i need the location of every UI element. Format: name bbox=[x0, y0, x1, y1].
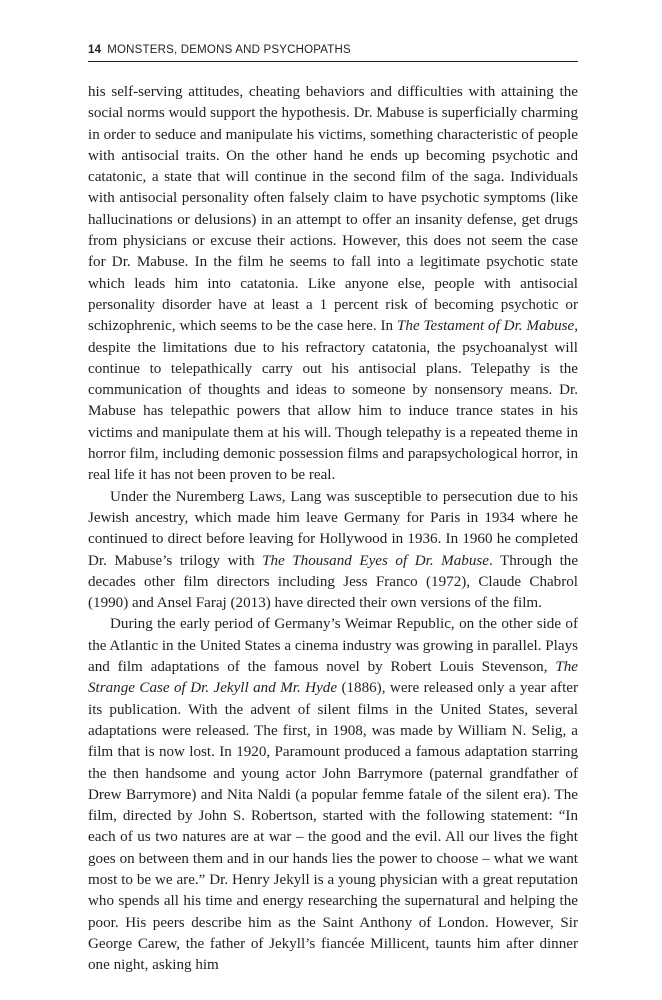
paragraph-1 bbox=[88, 82, 578, 487]
running-header bbox=[88, 44, 578, 62]
paragraph-text: Under the Nuremberg Laws, Lang was susceptible to persecution due to his Jewish ancestry, which made him leave Germany for Paris in 1934 where he continued to direct before leaving for Hollywood in 1936. In 1960 he completed Dr. Mabuse’s trilogy with bbox=[88, 488, 578, 569]
page-number: 14 bbox=[88, 44, 102, 56]
novel-title: The Strange Case of Dr. Jekyll and Mr. Hyde bbox=[88, 659, 578, 697]
body-text bbox=[88, 82, 578, 976]
paragraph-text: During the early period of Germany’s Weimar Republic, on the other side of the Atlantic in the United States a cinema industry was growing in parallel. Plays and film adaptations of the famous novel by Robert Louis Stevenson, bbox=[88, 616, 578, 676]
running-title: MONSTERS, DEMONS AND PSYCHOPATHS bbox=[107, 44, 351, 56]
film-title: The Thousand Eyes of Dr. Mabuse bbox=[262, 552, 489, 569]
paragraph-text: (1886), were released only a year after its publication. With the advent of silent films in the United States, several adaptations were released. The first, in 1908, was made by William N. Selig, a film that is now lost. In 1920, Paramount produced a famous adaptation starring the then handsome and young actor John Barrymore (paternal grandfather of Drew Barrymore) and Nita Naldi (a popular femme fatale of the silent era). The film, directed by John S. Robertson, started with the following statement: “In each of us two natures are at war – the good and the evil. All our lives the fight goes on between them and in our hands lies the power to choose – what we want most to be we are.” Dr. Henry Jekyll is a young physician with a great reputation who spends all his time and energy researching the supernatural and helping the poor. His peers describe him as the Saint Anthony of London. However, Sir George Carew, the father of Jekyll’s fiancée Millicent, taunts him after dinner one night, asking him bbox=[88, 680, 579, 974]
paragraph-text: . Through the decades other film directors including Jess Franco (1972), Claude Chabrol (1990) and Ansel Faraj (2013) have directed their own versions of the film. bbox=[88, 552, 579, 612]
paragraph-text: his self-serving attitudes, cheating behaviors and difficulties with attaining the social norms would support the hypothesis. Dr. Mabuse is superficially charming in order to seduce and manipulate his victims, something characteristic of people with antisocial traits. On the other hand he ends up becoming psychotic and catatonic, a state that will continue in the second film of the saga. Individuals with antisocial personality often falsely claim to have psychotic symptoms (like hallucinations or delusions) in an attempt to offer an insanity defense, get drugs from physicians or excuse their actions. However, this does not seem the case for Dr. Mabuse. In the film he seems to fall into a legitimate psychotic state which leads him into catatonia. Like anyone else, people with antisocial personality disorder have at least a 1 percent risk of becoming psychotic or schizophrenic, which seems to be the case here. In bbox=[88, 84, 578, 335]
paragraph-3 bbox=[88, 614, 578, 976]
film-title: The Testament of Dr. Mabuse bbox=[397, 318, 575, 335]
paragraph-2 bbox=[88, 487, 578, 615]
paragraph-text: , despite the limitations due to his refractory catatonia, the psychoanalyst will continue to telepathically carry out his antisocial plans. Telepathy is the communication of thoughts and ideas to someone by nonsensory means. Dr. Mabuse has telepathic powers that allow him to induce trance states in his victims and manipulate them at his will. Though telepathy is a repeated theme in horror film, including demonic possession films and parapsychological horror, in real life it has not been proven to be real. bbox=[88, 318, 578, 484]
